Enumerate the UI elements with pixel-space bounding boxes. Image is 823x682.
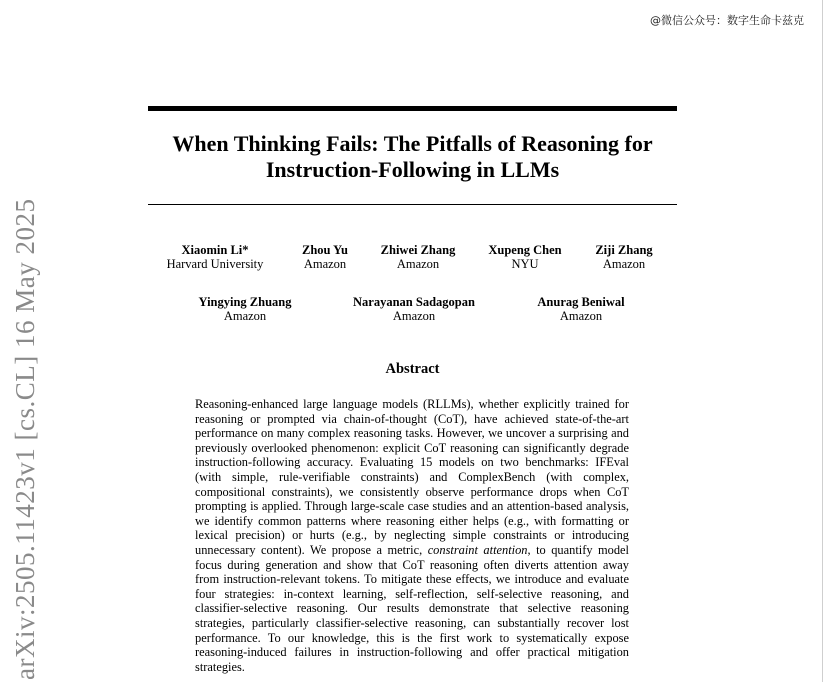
author-affiliation: Amazon	[559, 309, 603, 323]
abstract-text-part-2: , to quantify model focus during generation and show that CoT reasoning often diverts attention away from instruction-relevant tokens. To mitigate these effects, we introduce and evaluate four strategies: in-context learning, self-reflection, self-selective reasoning, and classifier-selective reasoning. Our results demonstrate that selective reasoning strategies, particularly classifier-selective reasoning, can substantially recover lost performance. To our knowledge, this is the first work to systematically expose reasoning-induced failures in instruction-following and offer practical mitigation strategies.	[195, 542, 629, 674]
author-name: Yingying Zhuang	[198, 295, 292, 309]
author-block	[285, 243, 365, 271]
author-name: Narayanan Sadagopan	[353, 295, 475, 309]
title-line-2: Instruction-Following in LLMs	[265, 157, 560, 182]
abstract-body	[195, 397, 629, 674]
author-name: Xupeng Chen	[488, 243, 562, 257]
abstract-emphasis: constraint attention	[427, 542, 528, 557]
author-block	[370, 243, 466, 271]
title-rule-top	[148, 106, 677, 111]
author-name: Xiaomin Li*	[181, 243, 249, 257]
author-name: Zhiwei Zhang	[380, 243, 456, 257]
author-block	[584, 243, 664, 271]
title-line-1: When Thinking Fails: The Pitfalls of Reasoning for	[172, 131, 653, 156]
author-block	[480, 243, 570, 271]
author-block	[344, 295, 484, 323]
paper-title	[148, 131, 677, 183]
author-affiliation: Harvard University	[166, 257, 264, 271]
author-name: Zhou Yu	[302, 243, 348, 257]
author-affiliation: Amazon	[223, 309, 267, 323]
author-affiliation: Amazon	[396, 257, 440, 271]
author-block	[160, 243, 270, 271]
author-name: Ziji Zhang	[595, 243, 653, 257]
author-affiliation: NYU	[511, 257, 539, 271]
abstract-text-part-1: Reasoning-enhanced large language models (RLLMs), whether explicitly trained for reasoning or prompted via chain-of-thought (CoT), have achieved state-of-the-art performance on many complex reasoning tasks. However, we uncover a surprising and previously overlooked phenomenon: explicit CoT reasoning can significantly degrade instruction-following accuracy. Evaluating 15 models on two benchmarks: IFEval (with simple, rule-verifiable constraints) and ComplexBench (with complex, compositional constraints), we consistently observe performance drops when CoT prompting is applied. Through large-scale case studies and an attention-based analysis, we identify common patterns where reasoning either helps (e.g., with formatting or lexical precision) or hurts (e.g., by neglecting simple constraints or introducing unnecessary content). We propose a metric,	[195, 397, 629, 557]
author-affiliation: Amazon	[303, 257, 347, 271]
author-block	[185, 295, 305, 323]
author-name: Anurag Beniwal	[537, 295, 625, 309]
author-affiliation: Amazon	[392, 309, 436, 323]
author-affiliation: Amazon	[602, 257, 646, 271]
author-block	[526, 295, 636, 323]
title-rule-bottom	[148, 204, 677, 205]
arxiv-identifier[interactable]: arXiv:2505.11423v1 [cs.CL] 16 May 2025	[10, 198, 40, 680]
abstract-heading: Abstract	[385, 361, 440, 377]
watermark: @微信公众号：数字生命卡兹克	[650, 14, 804, 27]
